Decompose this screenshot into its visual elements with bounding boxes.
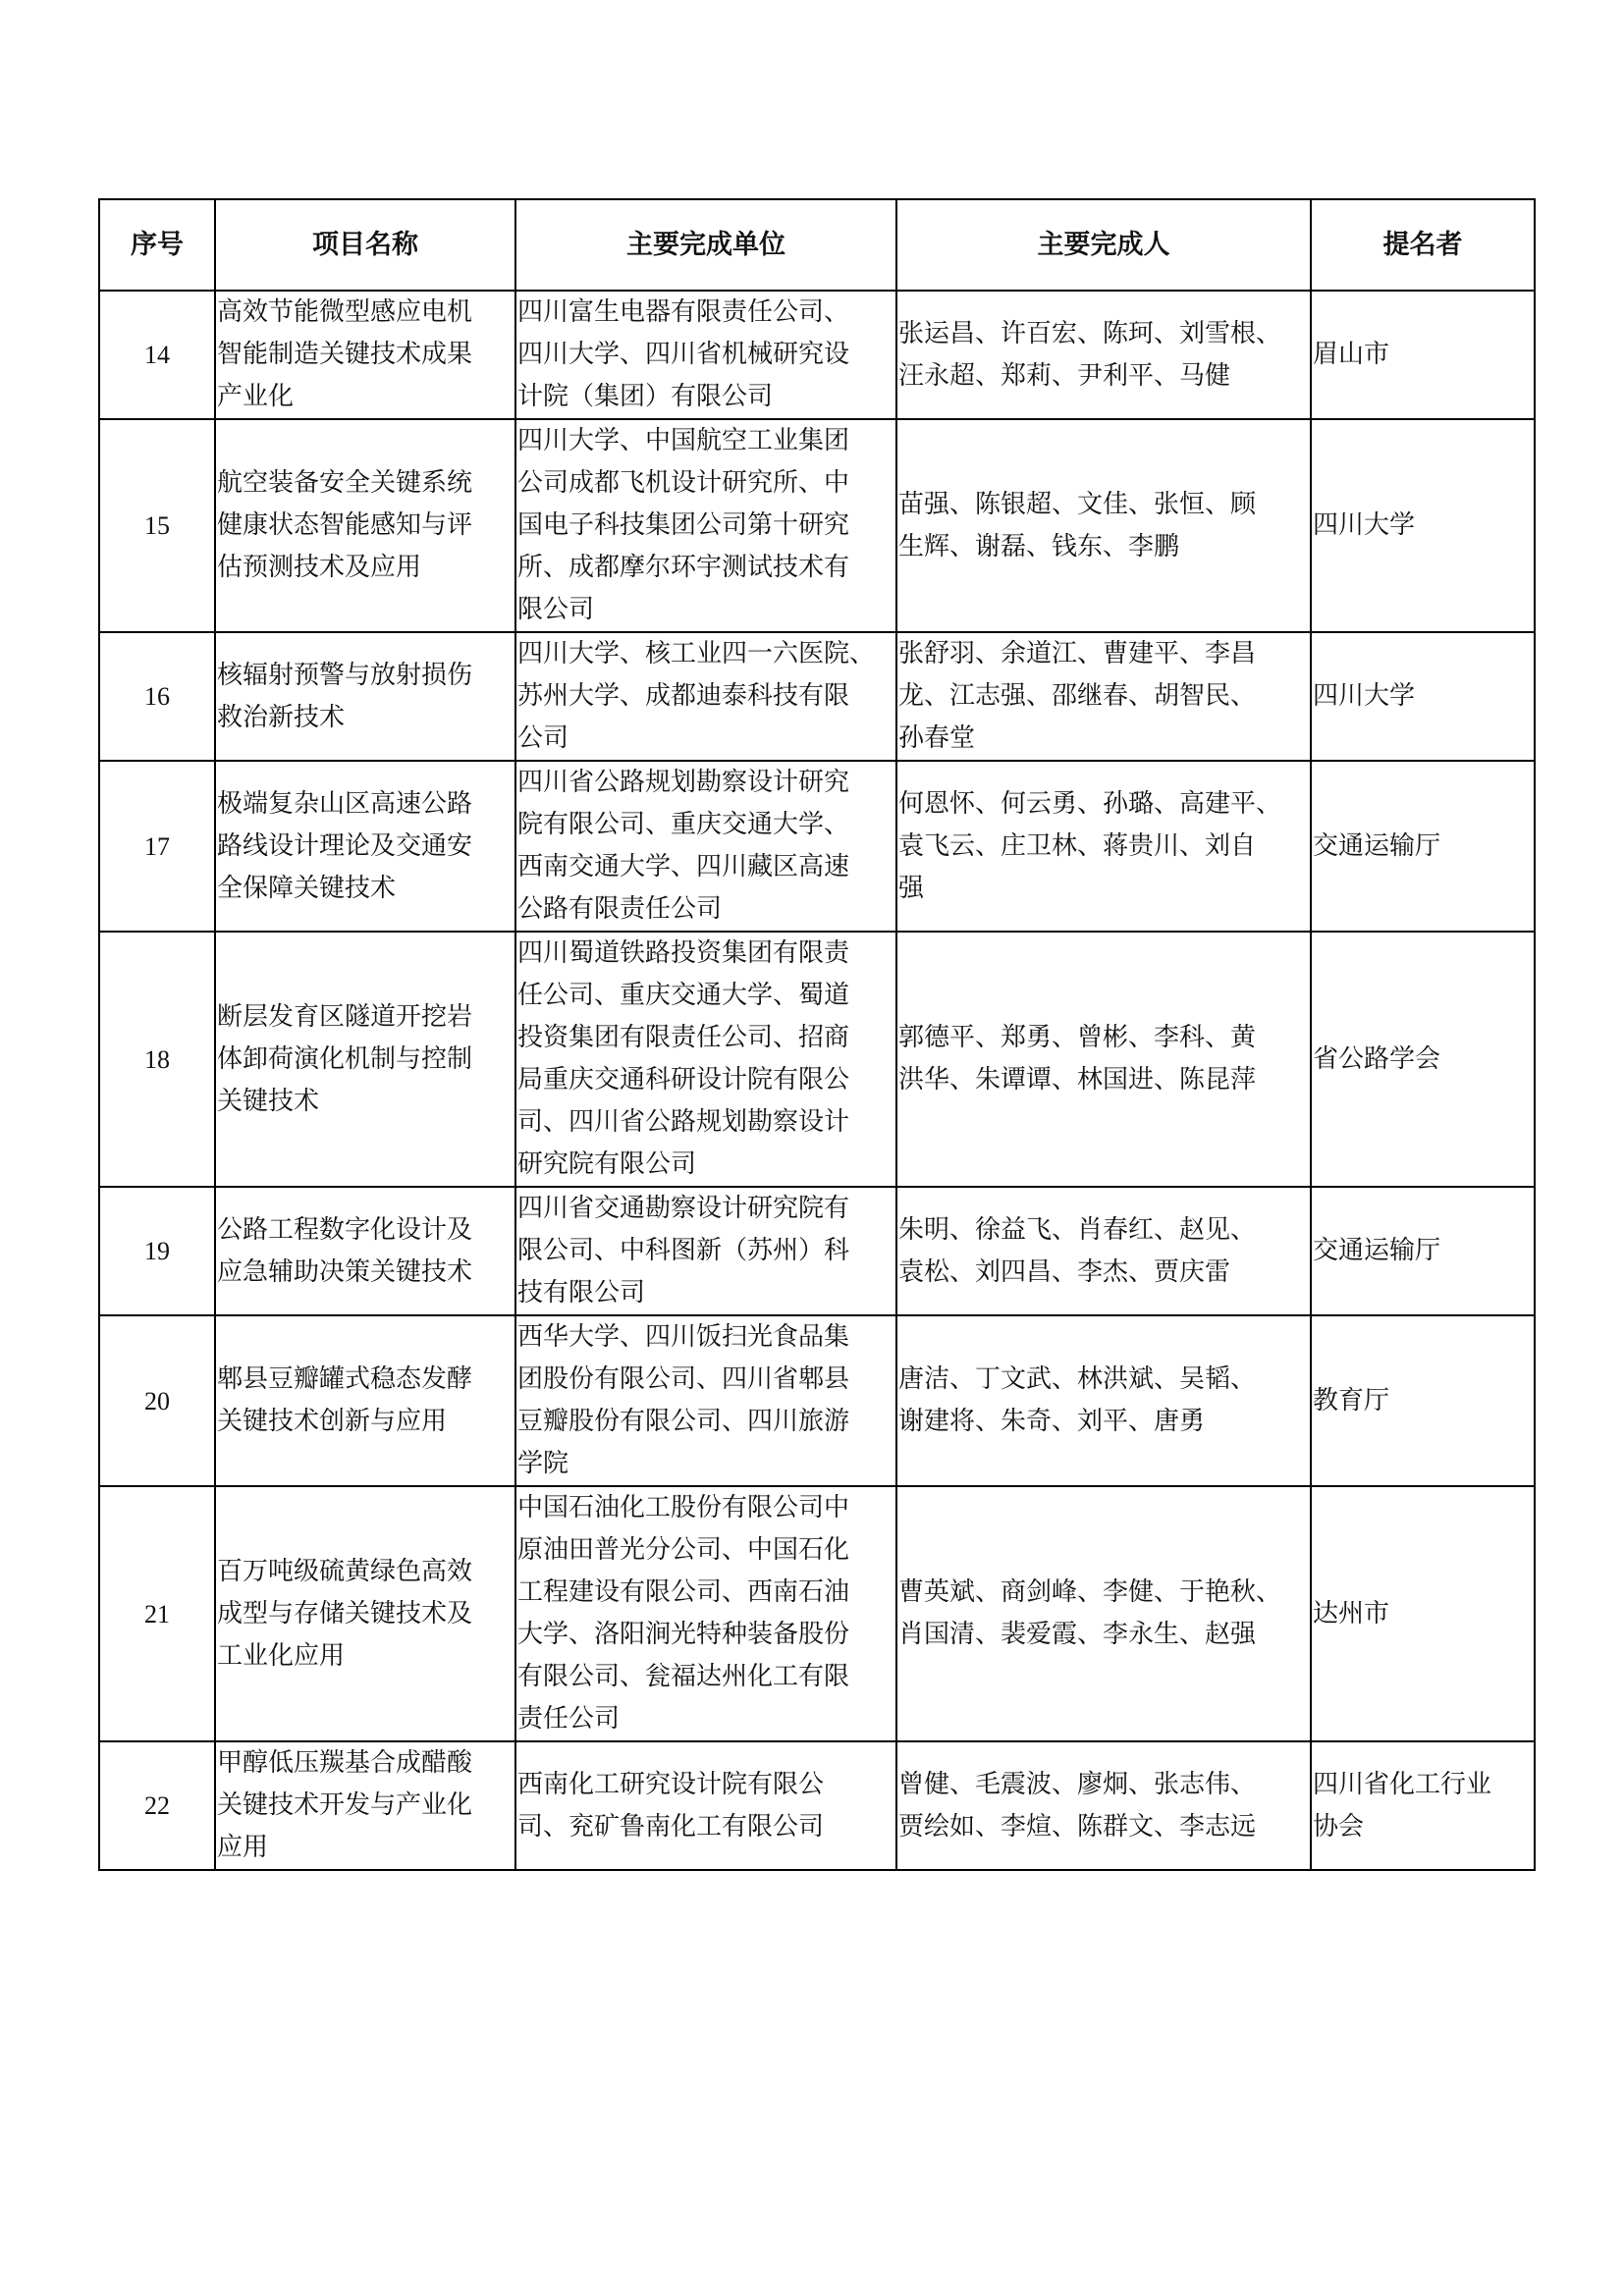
table-row [99, 761, 1535, 932]
nominator-line: 交通运输厅 [1313, 830, 1441, 861]
project-name-cell [215, 761, 515, 932]
main-units-cell [515, 419, 896, 632]
header-no: 序号 [99, 199, 215, 291]
nominator-line: 交通运输厅 [1313, 1236, 1441, 1265]
project-name-line: 救治新技术 [217, 702, 346, 732]
project-name-line: 路线设计理论及交通安 [217, 830, 473, 861]
row-number-cell: 14 [99, 291, 215, 419]
main-units-line: 工程建设有限公司、西南石油 [517, 1577, 850, 1607]
main-units-line: 国电子科技集团公司第十研究 [517, 510, 850, 540]
main-people-line: 朱明、徐益飞、肖春红、赵见、 [898, 1214, 1257, 1245]
main-units-line: 所、成都摩尔环宇测试技术有 [517, 553, 850, 582]
main-units-line: 豆瓣股份有限公司、四川旅游 [517, 1407, 850, 1436]
main-units-line: 限公司、中科图新（苏州）科 [517, 1236, 850, 1265]
main-units-line: 四川大学、核工业四一六医院、 [517, 639, 876, 668]
row-number-cell: 20 [99, 1315, 215, 1486]
main-units-line: 西华大学、四川饭扫光食品集 [517, 1322, 850, 1352]
main-people-line: 张舒羽、余道江、曹建平、李昌 [898, 639, 1257, 668]
main-units-line: 公司成都飞机设计研究所、中 [517, 468, 850, 498]
row-number-cell: 18 [99, 932, 215, 1187]
nominator-cell [1311, 632, 1535, 761]
main-units-line: 团股份有限公司、四川省郫县 [517, 1364, 850, 1394]
main-units-line: 限公司 [517, 595, 595, 624]
project-name-line: 智能制造关键技术成果 [217, 340, 473, 369]
project-name-cell [215, 1741, 515, 1870]
nominator-cell [1311, 932, 1535, 1187]
main-people-line: 袁飞云、庄卫林、蒋贵川、刘自 [898, 830, 1257, 861]
main-people-cell [896, 932, 1311, 1187]
project-name-line: 极端复杂山区高速公路 [217, 788, 473, 819]
main-units-line: 四川蜀道铁路投资集团有限责 [517, 938, 850, 968]
nominator-cell [1311, 1741, 1535, 1870]
project-name-line: 体卸荷演化机制与控制 [217, 1043, 473, 1074]
main-people-cell [896, 632, 1311, 761]
project-name-line: 断层发育区隧道开挖岩 [217, 1001, 473, 1032]
main-units-line: 任公司、重庆交通大学、蜀道 [517, 981, 850, 1010]
nominator-line: 四川大学 [1313, 681, 1416, 711]
project-name-cell [215, 932, 515, 1187]
main-people-line: 洪华、朱谭谭、林国进、陈昆萍 [898, 1065, 1257, 1095]
project-name-cell [215, 419, 515, 632]
project-name-line: 应用 [217, 1833, 269, 1862]
main-units-line: 原油田普光分公司、中国石化 [517, 1535, 850, 1565]
header-nominator: 提名者 [1311, 199, 1535, 291]
nominator-line: 四川大学 [1313, 510, 1416, 540]
project-name-line: 核辐射预警与放射损伤 [217, 660, 473, 690]
project-name-line: 高效节能微型感应电机 [217, 297, 473, 327]
nominator-line: 协会 [1313, 1811, 1365, 1842]
project-name-line: 甲醇低压羰基合成醋酸 [217, 1748, 473, 1778]
row-number-cell: 19 [99, 1187, 215, 1315]
main-units-cell [515, 1741, 896, 1870]
main-people-line: 何恩怀、何云勇、孙璐、高建平、 [898, 788, 1282, 819]
main-people-line: 苗强、陈银超、文佳、张恒、顾 [898, 489, 1257, 519]
main-people-line: 生辉、谢磊、钱东、李鹏 [898, 531, 1180, 561]
main-people-line: 孙春堂 [898, 723, 976, 753]
nominator-line: 达州市 [1313, 1598, 1390, 1629]
project-name-line: 公路工程数字化设计及 [217, 1214, 473, 1245]
project-name-line: 全保障关键技术 [217, 873, 397, 903]
project-name-line: 健康状态智能感知与评 [217, 510, 473, 540]
nominator-cell [1311, 1486, 1535, 1741]
main-people-line: 袁松、刘四昌、李杰、贾庆雷 [898, 1256, 1231, 1287]
main-units-line: 局重庆交通科研设计院有限公 [517, 1065, 850, 1095]
main-people-line: 肖国清、裴爱霞、李永生、赵强 [898, 1620, 1257, 1649]
main-units-line: 公路有限责任公司 [517, 894, 723, 924]
main-people-cell [896, 291, 1311, 419]
main-units-line: 有限公司、瓮福达州化工有限 [517, 1662, 850, 1691]
main-units-cell [515, 761, 896, 932]
main-units-line: 四川大学、中国航空工业集团 [517, 426, 850, 455]
main-units-line: 院有限公司、重庆交通大学、 [517, 810, 850, 839]
row-number-cell: 17 [99, 761, 215, 932]
project-name-line: 郫县豆瓣罐式稳态发酵 [217, 1364, 473, 1394]
main-units-line: 学院 [517, 1449, 569, 1478]
main-people-line: 张运昌、许百宏、陈珂、刘雪根、 [898, 318, 1282, 348]
main-units-line: 四川大学、四川省机械研究设 [517, 340, 850, 369]
project-name-line: 航空装备安全关键系统 [217, 468, 473, 498]
project-name-line: 关键技术创新与应用 [217, 1407, 448, 1436]
main-people-line: 贾绘如、李煊、陈群文、李志远 [898, 1811, 1257, 1842]
nominator-line: 四川省化工行业 [1313, 1769, 1492, 1799]
main-people-line: 强 [898, 873, 925, 903]
main-units-line: 公司 [517, 723, 569, 753]
main-units-line: 西南化工研究设计院有限公 [517, 1769, 825, 1799]
nominator-line: 教育厅 [1313, 1385, 1390, 1415]
main-people-line: 谢建将、朱奇、刘平、唐勇 [898, 1407, 1206, 1436]
main-people-cell [896, 1315, 1311, 1486]
main-units-cell [515, 1315, 896, 1486]
table-row [99, 632, 1535, 761]
main-units-line: 责任公司 [517, 1704, 621, 1734]
project-name-line: 应急辅助决策关键技术 [217, 1256, 473, 1287]
table-body [99, 291, 1535, 1870]
header-main-people: 主要完成人 [896, 199, 1311, 291]
table-row [99, 1187, 1535, 1315]
project-name-line: 关键技术开发与产业化 [217, 1790, 473, 1820]
project-name-line: 估预测技术及应用 [217, 553, 422, 582]
main-units-line: 四川省交通勘察设计研究院有 [517, 1194, 850, 1223]
table-row [99, 1315, 1535, 1486]
main-people-line: 龙、江志强、邵继春、胡智民、 [898, 681, 1257, 711]
project-name-cell [215, 1486, 515, 1741]
main-people-line: 汪永超、郑莉、尹利平、马健 [898, 360, 1231, 391]
main-people-line: 郭德平、郑勇、曾彬、李科、黄 [898, 1023, 1257, 1052]
main-units-line: 西南交通大学、四川藏区高速 [517, 852, 850, 881]
awards-table [98, 198, 1536, 1871]
project-name-cell [215, 1315, 515, 1486]
main-units-cell [515, 291, 896, 419]
nominator-cell [1311, 419, 1535, 632]
main-units-line: 大学、洛阳涧光特种装备股份 [517, 1620, 850, 1649]
project-name-line: 关键技术 [217, 1086, 320, 1116]
nominator-cell [1311, 1315, 1535, 1486]
main-units-line: 司、兖矿鲁南化工有限公司 [517, 1811, 825, 1842]
main-people-cell [896, 1741, 1311, 1870]
project-name-cell [215, 291, 515, 419]
nominator-line: 眉山市 [1313, 340, 1390, 369]
table-row [99, 419, 1535, 632]
main-people-cell [896, 419, 1311, 632]
nominator-cell [1311, 761, 1535, 932]
nominator-line: 省公路学会 [1313, 1043, 1441, 1074]
main-people-line: 唐洁、丁文武、林洪斌、吴韬、 [898, 1364, 1257, 1394]
main-units-line: 投资集团有限责任公司、招商 [517, 1023, 850, 1052]
nominator-cell [1311, 291, 1535, 419]
table-row [99, 1741, 1535, 1870]
main-units-cell [515, 932, 896, 1187]
table-row [99, 932, 1535, 1187]
main-units-line: 计院（集团）有限公司 [517, 382, 774, 411]
main-people-line: 曾健、毛震波、廖炯、张志伟、 [898, 1769, 1257, 1799]
main-units-line: 四川富生电器有限责任公司、 [517, 297, 850, 327]
table-row [99, 1486, 1535, 1741]
project-name-line: 百万吨级硫黄绿色高效 [217, 1556, 473, 1586]
project-name-line: 工业化应用 [217, 1640, 346, 1671]
row-number-cell: 15 [99, 419, 215, 632]
main-units-line: 四川省公路规划勘察设计研究 [517, 768, 850, 797]
header-project-name: 项目名称 [215, 199, 515, 291]
main-units-cell [515, 632, 896, 761]
row-number-cell: 16 [99, 632, 215, 761]
main-people-line: 曹英斌、商剑峰、李健、于艳秋、 [898, 1577, 1282, 1607]
main-people-cell [896, 1486, 1311, 1741]
main-units-cell [515, 1486, 896, 1741]
main-units-line: 技有限公司 [517, 1278, 646, 1308]
main-people-cell [896, 761, 1311, 932]
table-row [99, 291, 1535, 419]
table-header-row [99, 199, 1535, 291]
project-name-line: 成型与存储关键技术及 [217, 1598, 473, 1629]
main-people-cell [896, 1187, 1311, 1315]
main-units-line: 苏州大学、成都迪泰科技有限 [517, 681, 850, 711]
row-number-cell: 22 [99, 1741, 215, 1870]
project-name-cell [215, 1187, 515, 1315]
main-units-line: 司、四川省公路规划勘察设计 [517, 1107, 850, 1137]
nominator-cell [1311, 1187, 1535, 1315]
row-number-cell: 21 [99, 1486, 215, 1741]
main-units-cell [515, 1187, 896, 1315]
header-main-units: 主要完成单位 [515, 199, 896, 291]
main-units-line: 中国石油化工股份有限公司中 [517, 1493, 850, 1522]
project-name-line: 产业化 [217, 382, 295, 411]
project-name-cell [215, 632, 515, 761]
main-units-line: 研究院有限公司 [517, 1149, 697, 1179]
